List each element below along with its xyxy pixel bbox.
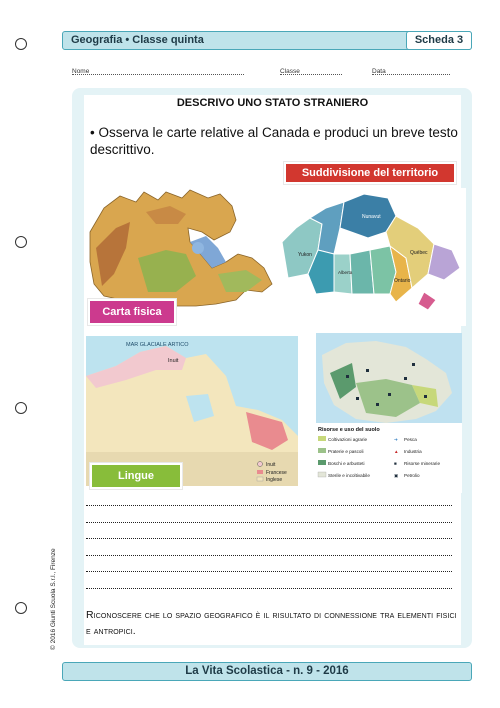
place-quebec: Québec xyxy=(410,250,428,256)
svg-text:▣: ▣ xyxy=(394,473,399,478)
writing-area[interactable] xyxy=(86,505,452,604)
territory-map-label: Suddivisione del territorio xyxy=(284,162,456,184)
svg-text:➔: ➔ xyxy=(394,437,398,442)
svg-text:▲: ▲ xyxy=(394,449,399,454)
writing-line[interactable] xyxy=(86,505,452,506)
binder-hole xyxy=(15,236,27,248)
binder-hole xyxy=(15,402,27,414)
legend-praterie: Praterie e pascoli xyxy=(328,449,364,454)
data-field[interactable] xyxy=(372,68,450,75)
place-nunavut: Nunavut xyxy=(362,214,381,220)
inuit-place-label: Inuit xyxy=(168,358,179,364)
land-use-legend-title: Risorse e uso del suolo xyxy=(318,427,380,433)
place-yukon: Yukon xyxy=(298,252,312,258)
writing-line[interactable] xyxy=(86,522,452,523)
legend-boschi: Boschi e arbusteti xyxy=(328,461,365,466)
learning-objective: Riconoscere che lo spazio geografico è il risultato di connessione tra elementi fisici e antropici. xyxy=(86,609,457,637)
subject-title: Geografia • Classe quinta xyxy=(71,34,204,46)
physical-map xyxy=(86,188,276,310)
nome-label: Nome xyxy=(72,68,90,75)
writing-line[interactable] xyxy=(86,571,452,572)
legend-francese: Francese xyxy=(266,470,287,476)
copyright-text: © 2016 Giunti Scuola S.r.l., Firenze xyxy=(50,548,57,650)
nome-field[interactable] xyxy=(72,68,244,75)
legend-sterile: Sterile e incoltivabile xyxy=(328,473,370,478)
writing-line[interactable] xyxy=(86,538,452,539)
legend-risorse-minerarie: Risorse minerarie xyxy=(404,461,440,466)
arctic-sea-label: MAR GLACIALE ARTICO xyxy=(126,342,189,348)
physical-map-label: Carta fisica xyxy=(88,299,176,325)
legend-inuit: Inuit xyxy=(266,462,276,468)
languages-map-label: Lingue xyxy=(90,463,182,489)
land-use-map xyxy=(316,333,462,493)
legend-industria: Industria xyxy=(404,449,422,454)
territory-map-image xyxy=(278,188,466,326)
header-bar xyxy=(62,31,472,50)
classe-field[interactable] xyxy=(280,68,342,75)
binder-hole xyxy=(15,602,27,614)
land-use-map-image xyxy=(316,333,462,493)
legend-coltivazioni: Coltivazioni agrarie xyxy=(328,437,368,442)
footer-bar: La Vita Scolastica - n. 9 - 2016 xyxy=(62,662,472,681)
legend-pesca: Pesca xyxy=(404,437,417,442)
exercise-instruction: • Osserva le carte relative al Canada e produci un breve testo descrittivo. xyxy=(90,125,458,157)
legend-petrolio: Petrolio xyxy=(404,473,420,478)
writing-line[interactable] xyxy=(86,555,452,556)
svg-text:■: ■ xyxy=(394,461,397,466)
territory-map xyxy=(278,188,466,326)
place-alberta: Alberta xyxy=(338,270,353,275)
binder-hole xyxy=(15,38,27,50)
exercise-title: DESCRIVO UNO STATO STRANIERO xyxy=(176,97,369,109)
physical-map-image xyxy=(86,188,276,310)
legend-inglese: Inglese xyxy=(266,477,283,483)
data-label: Data xyxy=(372,68,386,75)
place-ontario: Ontario xyxy=(394,278,411,284)
classe-label: Classe xyxy=(280,68,300,75)
writing-line[interactable] xyxy=(86,588,452,589)
worksheet-number: Scheda 3 xyxy=(406,31,472,50)
